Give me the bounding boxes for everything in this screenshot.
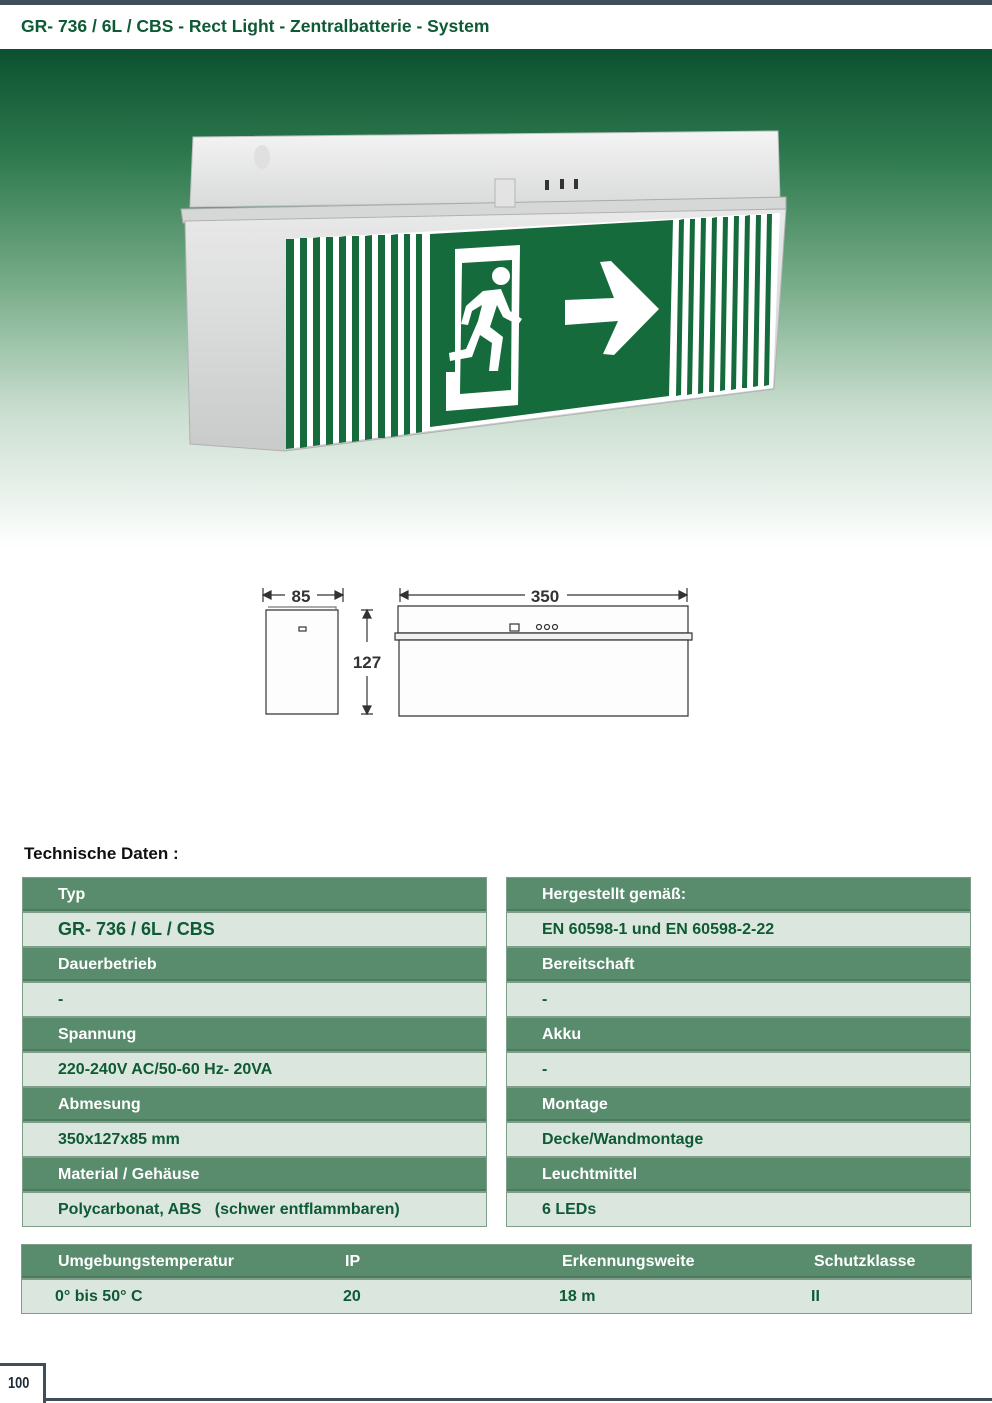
dimension-width-label: 350 bbox=[530, 587, 560, 606]
bottom-spec-table bbox=[21, 1244, 972, 1314]
dimension-depth-label: 85 bbox=[291, 587, 311, 606]
header-ip: IP bbox=[345, 1253, 361, 1270]
page-number: 100 bbox=[8, 1375, 30, 1392]
spec-label-leuchtmittel: Leuchtmittel bbox=[506, 1157, 971, 1192]
spec-value-dauerbetrieb: - bbox=[22, 982, 487, 1017]
product-hero bbox=[0, 49, 992, 549]
exit-sign-panel bbox=[286, 213, 780, 449]
dimension-drawing-svg bbox=[255, 580, 705, 725]
bottom-border bbox=[46, 1398, 992, 1401]
spec-value-hergestellt: EN 60598-1 und EN 60598-2-22 bbox=[506, 912, 971, 947]
spec-column-left bbox=[22, 877, 487, 1227]
spec-value-typ: GR- 736 / 6L / CBS bbox=[22, 912, 487, 947]
spec-value-leuchtmittel: 6 LEDs bbox=[506, 1192, 971, 1227]
dimension-drawing bbox=[255, 580, 705, 725]
spec-label-typ: Typ bbox=[22, 877, 487, 912]
spec-value-montage: Decke/Wandmontage bbox=[506, 1122, 971, 1157]
spec-value-spannung: 220-240V AC/50-60 Hz- 20VA bbox=[22, 1052, 487, 1087]
spec-value-akku: - bbox=[506, 1052, 971, 1087]
value-schutzklasse: II bbox=[811, 1288, 820, 1305]
dimension-height-label: 127 bbox=[352, 653, 382, 672]
spec-value-abmesung: 350x127x85 mm bbox=[22, 1122, 487, 1157]
spec-label-dauerbetrieb: Dauerbetrieb bbox=[22, 947, 487, 982]
bottom-table-header-row bbox=[21, 1244, 972, 1279]
header-umgebungstemperatur: Umgebungstemperatur bbox=[58, 1253, 235, 1270]
value-erkennungsweite: 18 m bbox=[559, 1288, 596, 1305]
spec-label-spannung: Spannung bbox=[22, 1017, 487, 1052]
page-title: GR- 736 / 6L / CBS - Rect Light - Zentralbatterie - System bbox=[21, 16, 490, 36]
spec-label-akku: Akku bbox=[506, 1017, 971, 1052]
bottom-table-value-row bbox=[21, 1279, 972, 1314]
spec-label-abmesung: Abmesung bbox=[22, 1087, 487, 1122]
spec-label-montage: Montage bbox=[506, 1087, 971, 1122]
product-image bbox=[0, 49, 992, 549]
spec-label-material: Material / Gehäuse bbox=[22, 1157, 487, 1192]
spec-column-right bbox=[506, 877, 971, 1227]
value-umgebungstemperatur: 0° bis 50° C bbox=[55, 1288, 143, 1305]
spec-value-bereitschaft: - bbox=[506, 982, 971, 1017]
spec-label-bereitschaft: Bereitschaft bbox=[506, 947, 971, 982]
page-header bbox=[0, 5, 992, 49]
section-title: Technische Daten : bbox=[24, 844, 179, 863]
header-schutzklasse: Schutzklasse bbox=[814, 1253, 916, 1270]
spec-label-hergestellt: Hergestellt gemäß: bbox=[506, 877, 971, 912]
spec-value-material: Polycarbonat, ABS (schwer entflammbaren) bbox=[22, 1192, 487, 1227]
header-erkennungsweite: Erkennungsweite bbox=[562, 1253, 695, 1270]
value-ip: 20 bbox=[343, 1288, 361, 1305]
